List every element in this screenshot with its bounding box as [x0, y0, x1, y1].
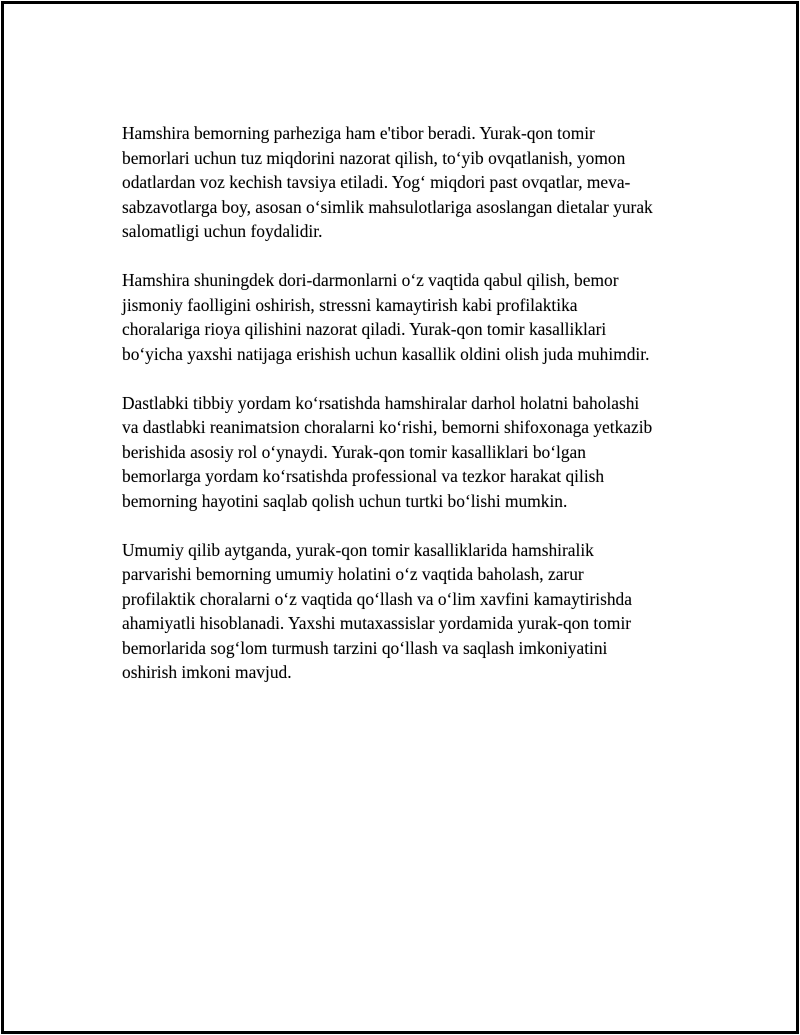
- text-line: jismoniy faolligini oshirish, stressni kamaytirish kabi profilaktika: [122, 294, 578, 315]
- paragraph-diet: [122, 121, 692, 244]
- text-line: salomatligi uchun foydalidir.: [122, 221, 323, 241]
- text-line: bemorlarida sog‘lom turmush tarzini qo‘llash va saqlash imkoniyatini: [122, 637, 608, 658]
- text-line: Dastlabki tibbiy yordam ko‘rsatishda hamshiralar darhol holatni baholashi: [122, 392, 640, 413]
- text-line: sabzavotlarga boy, asosan o‘simlik mahsulotlariga asoslangan dietalar yurak: [122, 196, 653, 217]
- text-line: Hamshira bemorning parheziga ham e'tibor beradi. Yurak-qon tomir: [122, 123, 595, 143]
- page-frame: [1, 1, 799, 1034]
- text-line: va dastlabki reanimatsion choralarni ko‘rishi, bemorni shifoxonaga yetkazib: [122, 417, 653, 437]
- text-line: choralariga rioya qilishini nazorat qiladi. Yurak-qon tomir kasalliklari: [122, 319, 607, 339]
- text-line: bemorning hayotini saqlab qolish uchun turtki bo‘lishi mumkin.: [122, 490, 568, 511]
- text-line: ahamiyatli hisoblanadi. Yaxshi mutaxassislar yordamida yurak-qon tomir: [122, 613, 632, 633]
- paragraph-prevention: [122, 268, 692, 366]
- paragraph-first-aid: [122, 391, 692, 514]
- text-line: Hamshira shuningdek dori-darmonlarni o‘z vaqtida qabul qilish, bemor: [122, 270, 619, 290]
- text-line: parvarishi bemorning umumiy holatini o‘z vaqtida baholash, zarur: [122, 564, 584, 584]
- text-line: bemorlari uchun tuz miqdorini nazorat qilish, to‘yib ovqatlanish, yomon: [122, 147, 626, 168]
- text-line: berishida asosiy rol o‘ynaydi. Yurak-qon tomir kasalliklari bo‘lgan: [122, 441, 586, 462]
- text-line: odatlardan voz kechish tavsiya etiladi. Yog‘ miqdori past ovqatlar, meva-: [122, 172, 631, 192]
- text-line: bemorlarga yordam ko‘rsatishda professional va tezkor harakat qilish: [122, 466, 605, 486]
- text-line: oshirish imkoni mavjud.: [122, 662, 292, 682]
- text-line: Umumiy qilib aytganda, yurak-qon tomir kasalliklarida hamshiralik: [122, 539, 594, 560]
- text-line: profilaktik choralarni o‘z vaqtida qo‘llash va o‘lim xavfini kamaytirishda: [122, 588, 632, 609]
- text-line: bo‘yicha yaxshi natijaga erishish uchun kasallik oldini olish juda muhimdir.: [122, 343, 650, 364]
- paragraph-conclusion: [122, 538, 692, 685]
- document-body: [122, 121, 692, 709]
